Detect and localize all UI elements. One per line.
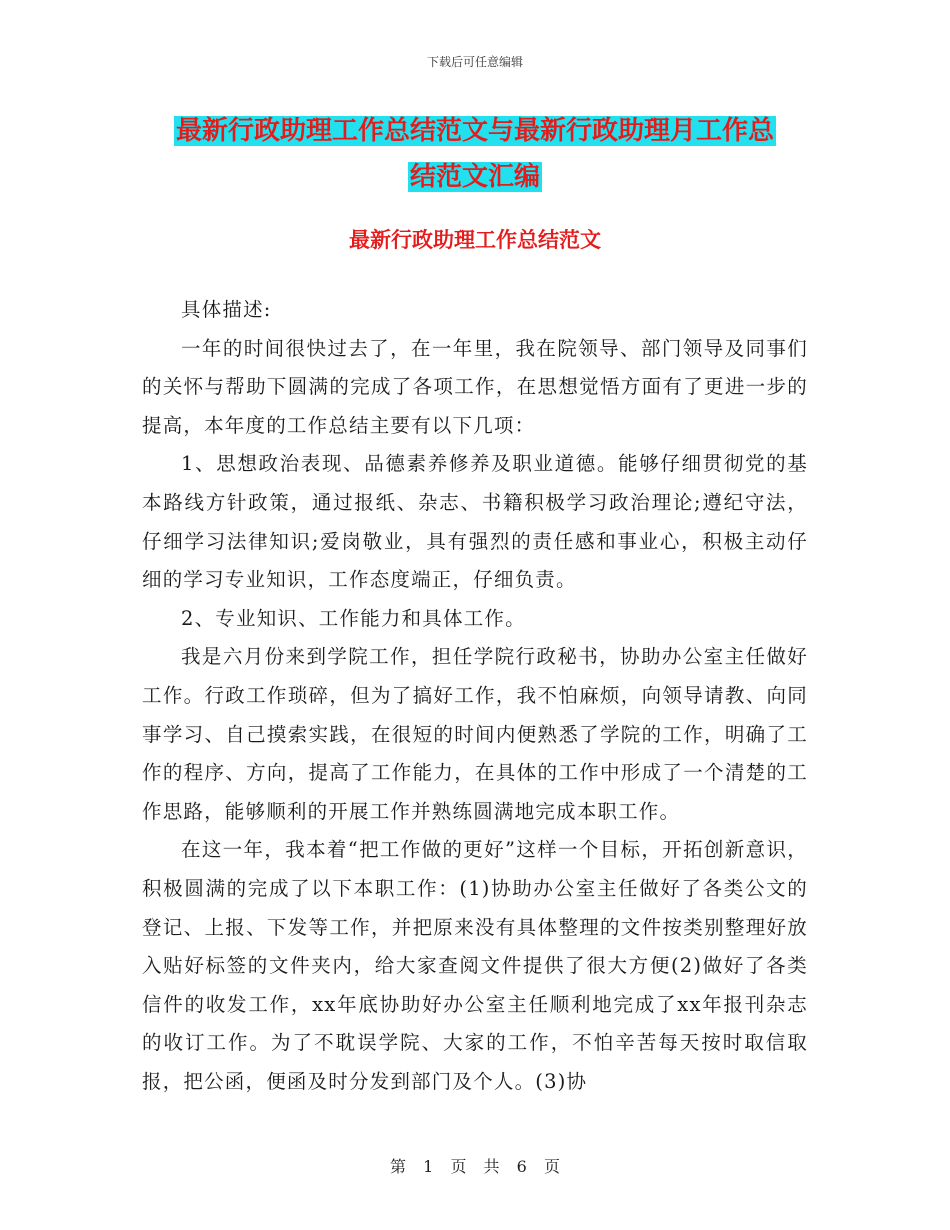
footer-page-word: 页 (450, 1157, 467, 1176)
page-footer (0, 1154, 950, 1177)
document-title-line-1: 最新行政助理工作总结范文与最新行政助理月工作总 (175, 116, 774, 146)
paragraph: 1、思想政治表现、品德素养修养及职业道德。能够仔细贯彻党的基本路线方针政策，通过报纸、杂志、书籍积极学习政治理论;遵纪守法，仔细学习法律知识;爱岗敬业，具有强烈的责任感和事业心，积极主动仔细的学习专业知识，工作态度端正，仔细负责。 (142, 452, 808, 592)
body-text (142, 291, 808, 1101)
total-pages-number: 6 (516, 1157, 527, 1176)
section-title: 最新行政助理工作总结范文 (349, 227, 601, 252)
paragraph: 一年的时间很快过去了，在一年里，我在院领导、部门领导及同事们的关怀与帮助下圆满的完成了各项工作，在思想觉悟方面有了更进一步的提高，本年度的工作总结主要有以下几项： (142, 336, 808, 437)
current-page-number: 1 (423, 1157, 434, 1176)
paragraph: 我是六月份来到学院工作，担任学院行政秘书，协助办公室主任做好工作。行政工作琐碎，但为了搞好工作，我不怕麻烦，向领导请教、向同事学习、自己摸索实践，在很短的时间内便熟悉了学院的工作，明确了工作的程序、方向，提高了工作能力，在具体的工作中形成了一个清楚的工作思路，能够顺利的开展工作并熟练圆满地完成本职工作。 (142, 645, 808, 823)
document-title (140, 108, 810, 200)
footer-suffix: 页 (543, 1157, 560, 1176)
footer-total-word: 共 (483, 1157, 500, 1176)
footer-prefix: 第 (390, 1157, 407, 1176)
paragraph: 在这一年，我本着“把工作做的更好”这样一个目标，开拓创新意识，积极圆满的完成了以下本职工作：(1)协助办公室主任做好了各类公文的登记、上报、下发等工作，并把原来没有具体整理的文件按类别整理好放入贴好标签的文件夹内，给大家查阅文件提供了很大方便(2)做好了各类信件的收发工作，xx年底协助好办公室主任顺利地完成了xx年报刊杂志的收订工作。为了不耽误学院、大家的工作，不怕辛苦每天按时取信取报，把公函，便函及时分发到部门及个人。(3)协 (142, 838, 808, 1093)
paragraph: 具体描述: (181, 298, 272, 321)
paragraph: 2、专业知识、工作能力和具体工作。 (181, 606, 526, 630)
header-note: 下载后可任意编辑 (426, 55, 523, 69)
document-title-line-2: 结范文汇编 (409, 162, 540, 192)
